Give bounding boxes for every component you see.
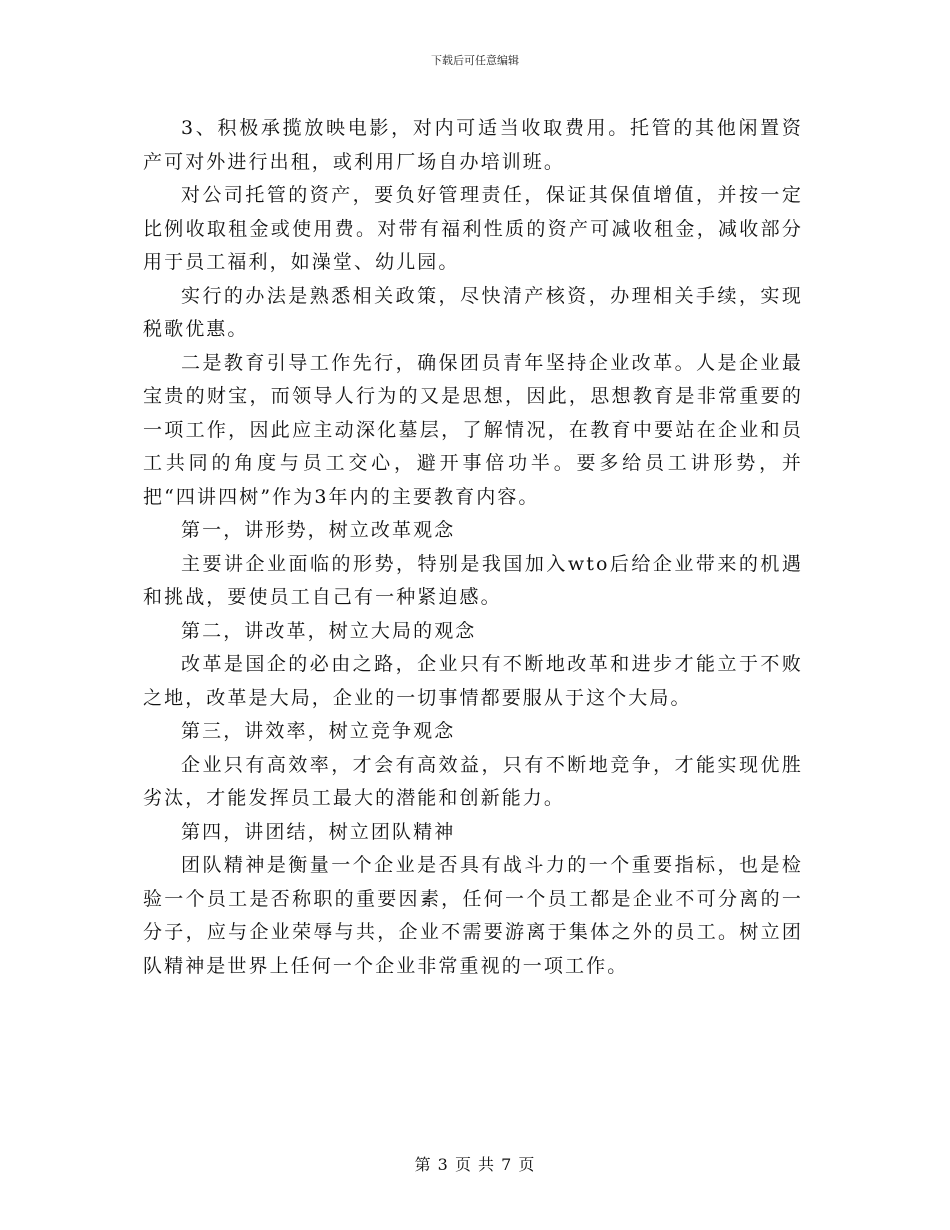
paragraph: 对公司托管的资产，要负好管理责任，保证其保值增值，并按一定比例收取租金或使用费。对带有福利性质的资产可减收租金，减收部分用于员工福利，如澡堂、幼儿园。 <box>143 184 803 273</box>
paragraph: 主要讲企业面临的形势，特别是我国加入wto后给企业带来的机遇和挑战，要使员工自己有一种紧迫感。 <box>143 552 803 608</box>
paragraph: 实行的办法是熟悉相关政策，尽快清产核资，办理相关手续，实现税歌优惠。 <box>143 284 803 340</box>
paragraph: 3、积极承揽放映电影，对内可适当收取费用。托管的其他闲置资产可对外进行出租，或利用厂场自办培训班。 <box>143 117 803 173</box>
page-number: 第 3 页 共 7 页 <box>414 1155 536 1174</box>
paragraph: 改革是国企的必由之路，企业只有不断地改革和进步才能立于不败之地，改革是大局，企业的一切事情都要服从于这个大局。 <box>143 653 803 709</box>
section-heading: 第三，讲效率，树立竞争观念 <box>181 720 456 742</box>
paragraph: 二是教育引导工作先行，确保团员青年坚持企业改革。人是企业最宝贵的财宝，而领导人行为的又是思想，因此，思想教育是非常重要的一项工作，因此应主动深化墓层，了解情况，在教育中要站在企业和员工共同的角度与员工交心，避开事倍功半。要多给员工讲形势，并把“四讲四树”作为3年内的主要教育内容。 <box>143 351 803 508</box>
section-heading: 第一，讲形势，树立改革观念 <box>181 519 456 541</box>
section-heading: 第二，讲改革，树立大局的观念 <box>181 619 477 642</box>
paragraph: 团队精神是衡量一个企业是否具有战斗力的一个重要指标，也是检验一个员工是否称职的重要因素，任何一个员工都是企业不可分离的一分子，应与企业荣辱与共，企业不需要游离于集体之外的员工。树立团队精神是世界上任何一个企业非常重视的一项工作。 <box>143 854 803 977</box>
document-body <box>143 112 803 983</box>
section-heading: 第四，讲团结，树立团队精神 <box>181 820 456 843</box>
paragraph: 企业只有高效率，才会有高效益，只有不断地竞争，才能实现优胜劣汰，才能发挥员工最大的潜能和创新能力。 <box>143 753 803 809</box>
page-header: 下载后可任意编辑 <box>431 54 519 67</box>
